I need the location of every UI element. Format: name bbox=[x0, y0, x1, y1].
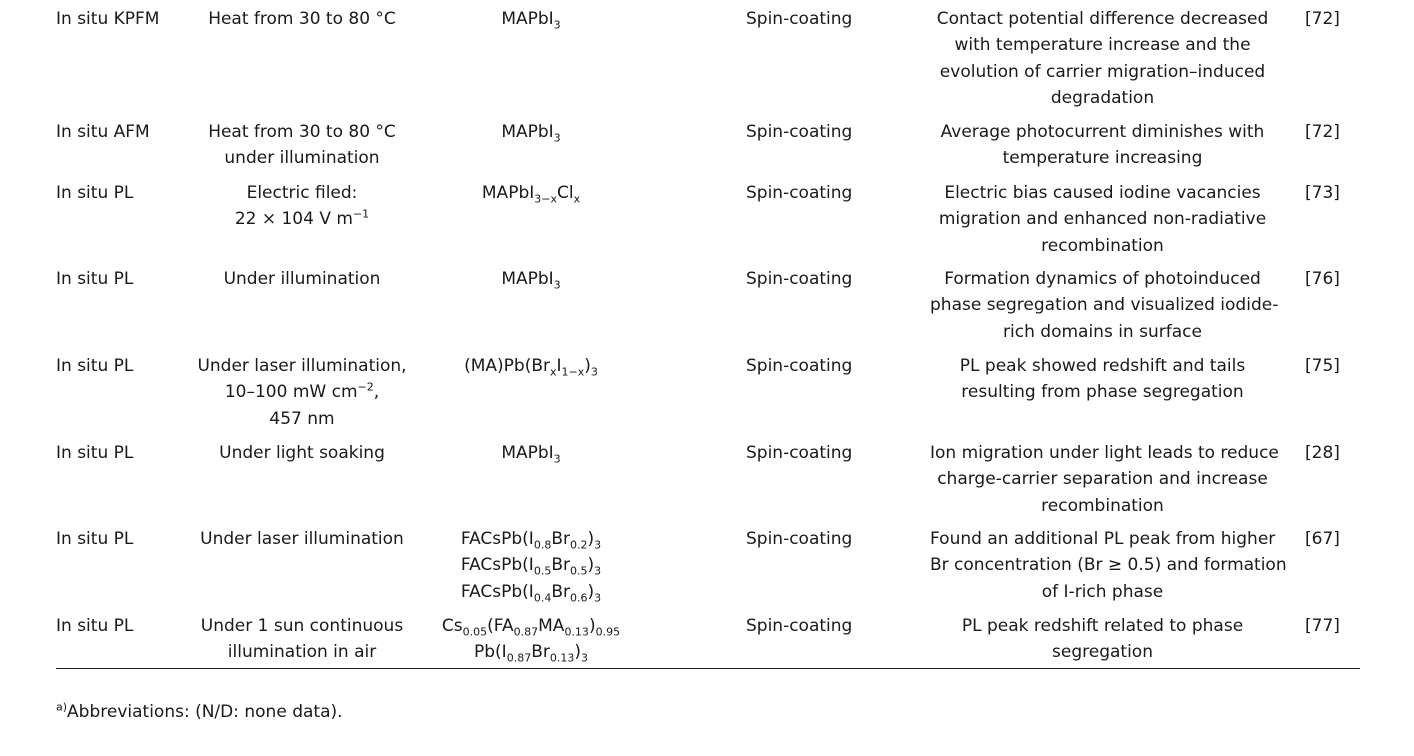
cell-material-line bbox=[426, 613, 636, 639]
cell-findings bbox=[930, 119, 1275, 172]
text-run: Under laser illumination, bbox=[197, 356, 407, 376]
cell-condition bbox=[187, 180, 417, 233]
text-run: Br bbox=[551, 529, 570, 549]
cell-material-line bbox=[426, 440, 636, 466]
subscript: 3 bbox=[553, 18, 561, 32]
cell-condition bbox=[187, 266, 417, 292]
text-run: ) bbox=[587, 581, 595, 602]
text-run: ) bbox=[587, 529, 595, 549]
cell-findings-line: Ion migration under light leads to reduce bbox=[930, 443, 1279, 463]
cell-findings-line: recombination bbox=[1041, 495, 1164, 516]
cell-condition bbox=[187, 526, 417, 552]
cell-findings bbox=[930, 6, 1275, 111]
cell-technique: In situ PL bbox=[56, 616, 134, 636]
cell-method: Spin-coating bbox=[746, 9, 853, 29]
subscript: 0.05 bbox=[462, 625, 488, 639]
cell-material-line bbox=[426, 180, 636, 206]
cell-material bbox=[426, 6, 636, 32]
cell-findings bbox=[930, 180, 1275, 259]
subscript: 1−x bbox=[561, 365, 585, 379]
subscript: 3 bbox=[553, 131, 561, 145]
superscript: −1 bbox=[352, 207, 370, 221]
text-run: Br bbox=[551, 581, 570, 602]
cell-technique: In situ PL bbox=[56, 529, 134, 549]
cell-condition-line bbox=[187, 180, 417, 206]
text-run: FACsPb(I bbox=[460, 555, 534, 576]
cell-material bbox=[426, 180, 636, 206]
text-run: MAPbI bbox=[501, 122, 554, 142]
text-run: Cs bbox=[441, 616, 463, 636]
cell-findings-line: charge-carrier separation and increase bbox=[937, 469, 1268, 490]
cell-condition-line bbox=[187, 206, 417, 232]
text-run: (MA)Pb(Br bbox=[464, 356, 550, 376]
text-run: 10–100 mW cm bbox=[224, 382, 358, 403]
subscript: x bbox=[573, 192, 581, 206]
text-run: MAPbI bbox=[501, 443, 554, 463]
cell-findings bbox=[930, 353, 1275, 406]
cell-material-line bbox=[426, 6, 636, 32]
cell-findings-line: recombination bbox=[1041, 235, 1164, 256]
cell-reference: [76] bbox=[1305, 269, 1340, 289]
cell-findings-line: PL peak showed redshift and tails bbox=[959, 356, 1246, 376]
table-footnote bbox=[56, 700, 343, 724]
subscript: 3 bbox=[553, 452, 561, 466]
text-run: 457 nm bbox=[269, 408, 335, 429]
cell-material-line bbox=[426, 639, 636, 665]
subscript: 0.5 bbox=[533, 564, 552, 578]
cell-findings-line: Average photocurrent diminishes with bbox=[940, 122, 1265, 142]
cell-reference: [72] bbox=[1305, 122, 1340, 142]
footnote-text: Abbreviations: (N/D: none data). bbox=[67, 702, 343, 722]
subscript: 3−x bbox=[534, 192, 557, 206]
subscript: 0.8 bbox=[533, 538, 552, 552]
cell-method: Spin-coating bbox=[746, 529, 853, 549]
cell-material-line bbox=[426, 552, 636, 578]
cell-condition bbox=[187, 6, 417, 32]
cell-method: Spin-coating bbox=[746, 183, 853, 203]
subscript: 0.13 bbox=[549, 651, 575, 665]
cell-material-line bbox=[426, 119, 636, 145]
text-run: Electric filed: bbox=[246, 183, 358, 203]
cell-condition bbox=[187, 353, 417, 432]
subscript: 0.5 bbox=[569, 564, 588, 578]
cell-findings-line: temperature increasing bbox=[1002, 148, 1203, 169]
superscript: −2 bbox=[357, 380, 374, 394]
cell-findings-line: Electric bias caused iodine vacancies bbox=[944, 183, 1261, 203]
cell-material-line bbox=[426, 526, 636, 552]
cell-findings-line: Contact potential difference decreased bbox=[936, 9, 1269, 29]
cell-findings-line: phase segregation and visualized iodide- bbox=[930, 295, 1279, 316]
cell-method: Spin-coating bbox=[746, 122, 853, 142]
cell-material bbox=[426, 119, 636, 145]
subscript: 3 bbox=[594, 564, 602, 578]
cell-material-line bbox=[426, 266, 636, 292]
cell-condition-line bbox=[187, 379, 417, 405]
cell-condition-line: Under illumination bbox=[223, 269, 381, 289]
cell-technique: In situ PL bbox=[56, 443, 134, 463]
cell-findings bbox=[930, 526, 1287, 605]
subscript: 3 bbox=[594, 538, 602, 552]
text-run: (FA bbox=[487, 616, 514, 636]
cell-findings bbox=[930, 613, 1275, 666]
text-run: Pb(I bbox=[474, 642, 507, 663]
cell-condition bbox=[187, 613, 417, 666]
cell-reference: [28] bbox=[1305, 443, 1340, 463]
text-run: ) bbox=[588, 616, 596, 636]
cell-technique: In situ AFM bbox=[56, 122, 150, 142]
cell-findings-line: Found an additional PL peak from higher bbox=[930, 529, 1276, 549]
cell-technique: In situ PL bbox=[56, 269, 134, 289]
cell-findings-line: resulting from phase segregation bbox=[961, 382, 1244, 403]
text-run: MA bbox=[538, 616, 565, 636]
text-run: MAPbI bbox=[481, 183, 535, 203]
cell-findings-line: PL peak redshift related to phase bbox=[961, 616, 1244, 636]
cell-findings bbox=[930, 266, 1279, 345]
cell-condition-line: Under light soaking bbox=[219, 443, 385, 463]
text-run: Cl bbox=[556, 183, 574, 203]
cell-technique: In situ KPFM bbox=[56, 9, 160, 29]
text-run: FACsPb(I bbox=[460, 529, 534, 549]
cell-reference: [75] bbox=[1305, 356, 1340, 376]
cell-findings-line: Formation dynamics of photoinduced bbox=[944, 269, 1261, 289]
cell-findings-line: evolution of carrier migration–induced bbox=[939, 61, 1266, 82]
cell-findings-line: Br concentration (Br ≥ 0.5) and formation bbox=[930, 555, 1287, 576]
text-run: Br bbox=[551, 555, 570, 576]
cell-condition-line: Under laser illumination bbox=[200, 529, 404, 549]
text-run: MAPbI bbox=[501, 269, 554, 289]
subscript: 0.2 bbox=[569, 538, 588, 552]
text-run: ) bbox=[587, 555, 595, 576]
cell-material bbox=[426, 353, 636, 379]
cell-condition bbox=[187, 440, 417, 466]
cell-condition-line bbox=[187, 406, 417, 432]
cell-condition-line bbox=[187, 353, 417, 379]
subscript: 3 bbox=[594, 590, 602, 604]
cell-material bbox=[426, 266, 636, 292]
subscript: 3 bbox=[581, 651, 588, 665]
cell-condition-line: Heat from 30 to 80 °C bbox=[208, 122, 396, 142]
subscript: 0.95 bbox=[595, 625, 621, 639]
subscript: 3 bbox=[553, 278, 561, 292]
text-run: ) bbox=[584, 356, 591, 376]
subscript: 3 bbox=[590, 365, 598, 379]
subscript: 0.6 bbox=[569, 590, 588, 604]
cell-material-line bbox=[426, 353, 636, 379]
cell-findings-line: degradation bbox=[1050, 87, 1155, 108]
subscript: 0.4 bbox=[533, 590, 552, 604]
cell-reference: [72] bbox=[1305, 9, 1340, 29]
text-run: MAPbI bbox=[501, 9, 554, 29]
cell-condition-line: Heat from 30 to 80 °C bbox=[208, 9, 396, 29]
cell-findings-line: with temperature increase and the bbox=[954, 35, 1251, 56]
cell-condition-line: illumination in air bbox=[227, 642, 377, 663]
cell-method: Spin-coating bbox=[746, 443, 853, 463]
cell-findings-line: rich domains in surface bbox=[1003, 321, 1202, 342]
cell-findings bbox=[930, 440, 1279, 519]
cell-condition-line: Under 1 sun continuous bbox=[200, 616, 404, 636]
cell-reference: [67] bbox=[1305, 529, 1340, 549]
cell-method: Spin-coating bbox=[746, 616, 853, 636]
subscript: 0.87 bbox=[506, 651, 532, 665]
text-run: , bbox=[373, 382, 380, 403]
cell-material-line bbox=[426, 579, 636, 605]
footnote-marker: a) bbox=[56, 700, 68, 714]
cell-technique: In situ PL bbox=[56, 356, 134, 376]
text-run: FACsPb(I bbox=[460, 581, 534, 602]
subscript: 0.13 bbox=[564, 625, 589, 639]
text-run: ) bbox=[574, 642, 581, 663]
text-run: 22 × 104 V m bbox=[234, 209, 353, 230]
cell-material bbox=[426, 526, 636, 605]
cell-technique: In situ PL bbox=[56, 183, 134, 203]
cell-condition bbox=[187, 119, 417, 172]
cell-findings-line: segregation bbox=[1052, 642, 1153, 663]
text-run: Br bbox=[531, 642, 550, 663]
cell-method: Spin-coating bbox=[746, 269, 853, 289]
cell-findings-line: of I-rich phase bbox=[1041, 581, 1164, 602]
table-bottom-rule bbox=[56, 668, 1360, 669]
cell-reference: [73] bbox=[1305, 183, 1340, 203]
subscript: 0.87 bbox=[513, 625, 539, 639]
cell-reference: [77] bbox=[1305, 616, 1340, 636]
cell-condition-line: under illumination bbox=[224, 148, 380, 169]
cell-material bbox=[426, 440, 636, 466]
text-run: I bbox=[556, 356, 562, 376]
cell-material bbox=[426, 613, 636, 666]
subscript: x bbox=[549, 365, 557, 379]
cell-findings-line: migration and enhanced non-radiative bbox=[938, 209, 1267, 230]
cell-method: Spin-coating bbox=[746, 356, 853, 376]
